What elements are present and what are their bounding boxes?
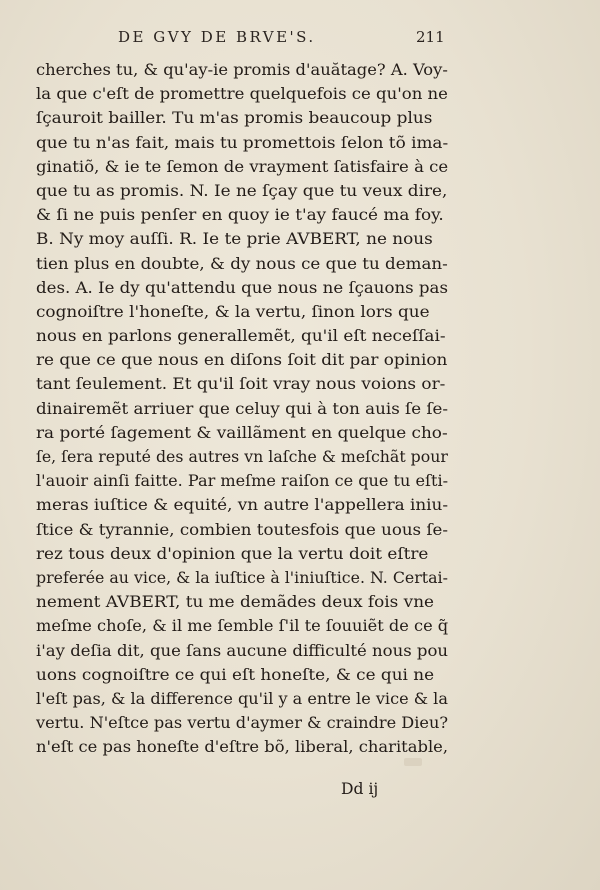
text-line xyxy=(36,227,448,251)
text-line-content: uons cognoiſtre ce qui eſt honeſte, & ce qui ne xyxy=(36,665,435,684)
page-number: 211 xyxy=(416,28,445,46)
text-line-content: tien plus en doubte, & dy nous ce que tu deman- xyxy=(36,254,448,273)
text-line xyxy=(36,542,448,566)
text-line xyxy=(36,590,448,614)
text-line xyxy=(36,348,448,372)
text-line xyxy=(36,372,448,396)
text-line xyxy=(36,518,448,542)
text-line xyxy=(36,735,448,759)
text-line xyxy=(36,566,448,590)
text-line xyxy=(36,276,448,300)
text-line-content: meſme choſe, & il me ſemble ſ'il te ſouuiẽt de ce q̃ xyxy=(36,617,449,636)
text-line-content: la que c'eſt de promettre quelquefois ce qu'on ne xyxy=(36,85,448,104)
text-line-content: preferée au vice, & la iuſtice à l'iniuſtice. N. Certai- xyxy=(36,568,448,587)
text-line-content: dinairemẽt arriuer que celuy qui à ton auis ſe ſe- xyxy=(36,399,449,418)
ink-smudge xyxy=(404,758,422,766)
text-line-content: ſçauroit bailler. Tu m'as promis beaucoup plus xyxy=(36,109,433,128)
text-line xyxy=(36,300,448,324)
text-line xyxy=(36,203,448,227)
text-line-content: cognoiſtre l'honeſte, & la vertu, ſinon lors que xyxy=(36,302,430,321)
text-line xyxy=(36,711,448,735)
text-line xyxy=(36,82,448,106)
text-line xyxy=(36,131,448,155)
text-line-content: & ſi ne puis penſer en quoy ie t'ay faucé ma foy. xyxy=(36,206,444,225)
text-line-content: ginatiõ, & ie te ſemon de vrayment ſatisfaire à ce xyxy=(36,157,449,176)
text-line xyxy=(36,155,448,179)
text-line xyxy=(36,687,448,711)
text-line-content: nous en parlons generallemẽt, qu'il eſt neceſſai- xyxy=(36,327,446,346)
text-line-content: cherches tu, & qu'ay-ie promis d'auătage? A. Voy- xyxy=(36,61,448,79)
text-line xyxy=(36,445,448,469)
page-header xyxy=(0,28,600,50)
text-line-content: que tu n'as fait, mais tu promettois ſelon tõ ima- xyxy=(36,133,449,152)
text-line-content: re que ce que nous en diſons ſoit dit par opinion xyxy=(36,351,448,370)
signature-mark: Dd ij xyxy=(341,780,379,798)
text-line xyxy=(36,614,448,638)
text-line-content: meras iuſtice & equité, vn autre l'appellera iniu- xyxy=(36,496,449,515)
text-line-content: i'ay deſia dit, que ſans aucune difficulté nous pou xyxy=(36,641,449,660)
text-line-content: rez tous deux d'opinion que la vertu doit eſtre xyxy=(36,544,429,563)
text-line xyxy=(36,252,448,276)
text-line xyxy=(36,639,448,663)
text-line xyxy=(36,58,448,82)
text-line xyxy=(36,324,448,348)
text-line xyxy=(36,106,448,130)
text-line-content: n'eſt ce pas honeſte d'eſtre bõ, liberal, charitable, xyxy=(36,738,449,757)
text-line-content: ra porté ſagement & vaillãment en quelque cho- xyxy=(36,423,448,442)
text-line xyxy=(36,663,448,687)
text-line-content: des. A. Ie dy qu'attendu que nous ne ſçauons pas xyxy=(36,278,448,297)
text-line-content: nement AVBERT, tu me demãdes deux fois vne xyxy=(36,593,435,612)
text-line xyxy=(36,421,448,445)
text-line xyxy=(36,179,448,203)
running-head: DE GVY DE BRVE'S. xyxy=(118,28,316,46)
text-line xyxy=(36,397,448,421)
text-line-content: ſe, ſera reputé des autres vn laſche & meſchãt pour xyxy=(36,448,448,466)
text-line-content: l'eſt pas, & la difference qu'il y a entre le vice & la xyxy=(36,689,448,708)
text-line-content: tant ſeulement. Et qu'il ſoit vray nous voions or- xyxy=(36,375,446,394)
text-line-content: ſtice & tyrannie, combien toutesfois que uous ſe- xyxy=(36,520,449,539)
text-line-content: l'auoir ainſi faitte. Par meſme raiſon ce que tu eſti- xyxy=(36,472,449,491)
text-line xyxy=(36,469,448,493)
text-line-content: que tu as promis. N. Ie ne ſçay que tu veux dire, xyxy=(36,181,448,200)
text-line-content: vertu. N'eſtce pas vertu d'aymer & craindre Dieu? xyxy=(36,714,449,733)
text-line xyxy=(36,493,448,517)
text-line-content: B. Ny moy auſſi. R. Ie te prie AVBERT, ne nous xyxy=(36,230,433,249)
body-text xyxy=(36,58,448,759)
